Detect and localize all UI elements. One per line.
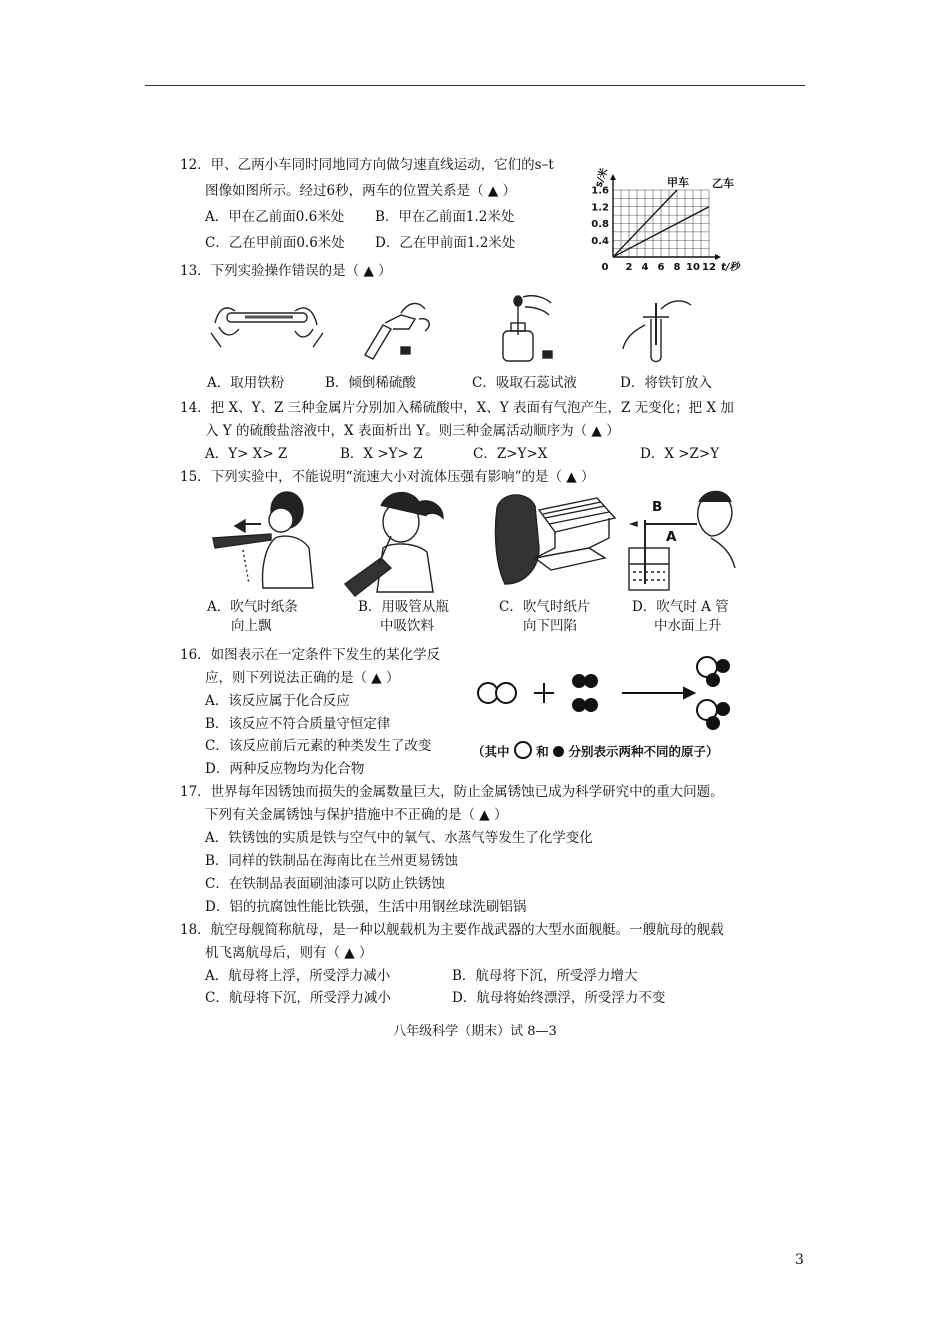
q15-figure-d: [629, 492, 735, 591]
x-axis-arrow: [715, 254, 721, 260]
q12-line1: 12．甲、乙两小车同时同地同方向做匀速直线运动，它们的s–t: [180, 157, 554, 173]
q13-figure-c: [503, 296, 552, 361]
q17-option-b: B．同样的铁制品在海南比在兰州更易锈蚀: [205, 853, 458, 869]
product-atom-black: [717, 703, 729, 715]
series-label: 甲车: [667, 176, 689, 189]
q16-line1: 16．如图表示在一定条件下发生的某化学反: [180, 647, 441, 663]
x-tick-label: 2: [625, 262, 633, 273]
page-number: 3: [795, 1252, 804, 1268]
x-axis-label: t/秒: [721, 262, 740, 273]
x-tick-label: 8: [673, 262, 681, 273]
x-tick-label: 6: [657, 262, 665, 273]
q13-stem: 13．下列实验操作错误的是（ ▲ ）: [180, 263, 392, 279]
q13-figure-d: [623, 301, 691, 362]
q16-reaction-diagram: [470, 650, 745, 740]
q18-option-a: A．航母将上浮，所受浮力减小: [205, 968, 391, 984]
x-tick-label: 12: [702, 262, 716, 273]
q14-option-c: C．Z>Y>X: [473, 446, 548, 462]
q13-caption-c: C．吸取石蕊试液: [472, 375, 577, 391]
q13-illustrations: [205, 295, 745, 365]
product-atom-black: [707, 717, 719, 729]
x-tick-label: 0: [601, 262, 609, 273]
q13-figure-a: [211, 308, 323, 347]
y-axis-arrow: [610, 174, 616, 180]
q16-option-a: A．该反应属于化合反应: [205, 693, 350, 709]
q16-option-d: D．两种反应物均为化合物: [205, 761, 365, 777]
y-tick-label: 0.8: [591, 219, 609, 230]
q15-illustrations: [205, 488, 745, 600]
q15-figure-b: [345, 493, 443, 596]
q14-line2: 入 Y 的硫酸盐溶液中，X 表面析出 Y。则三种金属活动顺序为（ ▲ ）: [205, 423, 620, 439]
q14-option-b: B．X >Y> Z: [340, 446, 423, 462]
q15-label-a: A: [666, 529, 677, 545]
q17-option-d: D．铝的抗腐蚀性能比铁强，生活中用钢丝球洗刷铝锅: [205, 899, 527, 915]
q15-caption-b: B．用吸管从瓶 中吸饮料: [358, 599, 449, 634]
y-tick-label: 1.2: [591, 202, 609, 214]
q16-option-c: C．该反应前后元素的种类发生了改变: [205, 738, 432, 754]
q13-caption-d: D．将铁钉放入: [620, 375, 712, 391]
q17-option-c: C．在铁制品表面刷油漆可以防止铁锈蚀: [205, 876, 445, 892]
reactant-atom-black: [585, 699, 597, 711]
white-atom-icon: [514, 741, 532, 759]
q16-option-b: B．该反应不符合质量守恒定律: [205, 716, 391, 732]
q13-caption-b: B．倾倒稀硫酸: [325, 375, 416, 391]
q15-figure-a: [213, 492, 313, 588]
x-tick-label: 4: [641, 262, 649, 273]
q13-caption-a: A．取用铁粉: [207, 375, 285, 391]
q17-option-a: A．铁锈蚀的实质是铁与空气中的氧气、水蒸气等发生了化学变化: [205, 830, 593, 846]
q12-option-c: C．乙在甲前面0.6米处: [205, 235, 345, 251]
q17-line1: 17．世界每年因锈蚀而损失的金属数量巨大，防止金属锈蚀已成为科学研究中的重大问题。: [180, 784, 724, 800]
reactant-atom-white: [496, 683, 516, 703]
q15-caption-d: D．吹气时 A 管 中水面上升: [632, 599, 729, 634]
q15-stem: 15．下列实验中，不能说明“流速大小对流体压强有影响”的是（ ▲ ）: [180, 469, 595, 485]
q15-caption-c: C．吹气时纸片 向下凹陷: [499, 599, 591, 634]
q14-option-a: A．Y> X> Z: [205, 446, 288, 462]
q12-option-b: B．甲在乙前面1.2米处: [375, 209, 515, 225]
series-label: 乙车: [712, 176, 734, 190]
reactant-atom-black: [573, 699, 585, 711]
q17-line2: 下列有关金属锈蚀与保护措施中不正确的是（ ▲ ）: [205, 807, 508, 823]
q12-line2: 图像如图所示。经过6秒，两车的位置关系是（ ▲ ）: [205, 183, 517, 199]
q18-option-b: B．航母将下沉，所受浮力增大: [452, 968, 638, 984]
q14-line1: 14．把 X、Y、Z 三种金属片分别加入稀硫酸中，X、Y 表面有气泡产生，Z 无变化；把 X 加: [180, 400, 734, 416]
q16-legend: （其中 和 分别表示两种不同的原子）: [472, 741, 718, 761]
q18-line2: 机飞离航母后，则有（ ▲ ）: [205, 945, 373, 961]
black-atom-icon: [553, 746, 564, 757]
q15-figure-c: [495, 495, 615, 584]
q15-caption-a: A．吹气时纸条 向上飘: [207, 599, 298, 634]
q12-option-d: D．乙在甲前面1.2米处: [375, 235, 516, 251]
y-tick-label: 0.4: [591, 235, 609, 247]
st-chart: [585, 160, 770, 285]
q14-option-d: D．X >Z>Y: [640, 446, 720, 462]
q15-label-b: B: [652, 499, 663, 515]
y-axis-label: s/米: [593, 166, 611, 190]
q18-line1: 18．航空母舰简称航母，是一种以舰载机为主要作战武器的大型水面舰艇。一艘航母的舰载: [180, 922, 724, 938]
y-tick-label: 1.6: [591, 185, 609, 197]
reactant-atom-black: [573, 675, 585, 687]
reactant-atom-black: [585, 675, 597, 687]
q12-option-a: A．甲在乙前面0.6米处: [205, 209, 345, 225]
q13-figure-b: [365, 303, 429, 359]
q16-line2: 应，则下列说法正确的是（ ▲ ）: [205, 670, 400, 686]
q18-option-c: C．航母将下沉，所受浮力减小: [205, 990, 391, 1006]
q18-option-d: D．航母将始终漂浮，所受浮力不变: [452, 990, 666, 1006]
header-rule: [145, 85, 805, 86]
product-atom-black: [717, 660, 729, 672]
product-atom-black: [707, 674, 719, 686]
x-tick-label: 10: [686, 262, 700, 273]
page-footer: 八年级科学（期末）试 8—3: [393, 1024, 557, 1039]
